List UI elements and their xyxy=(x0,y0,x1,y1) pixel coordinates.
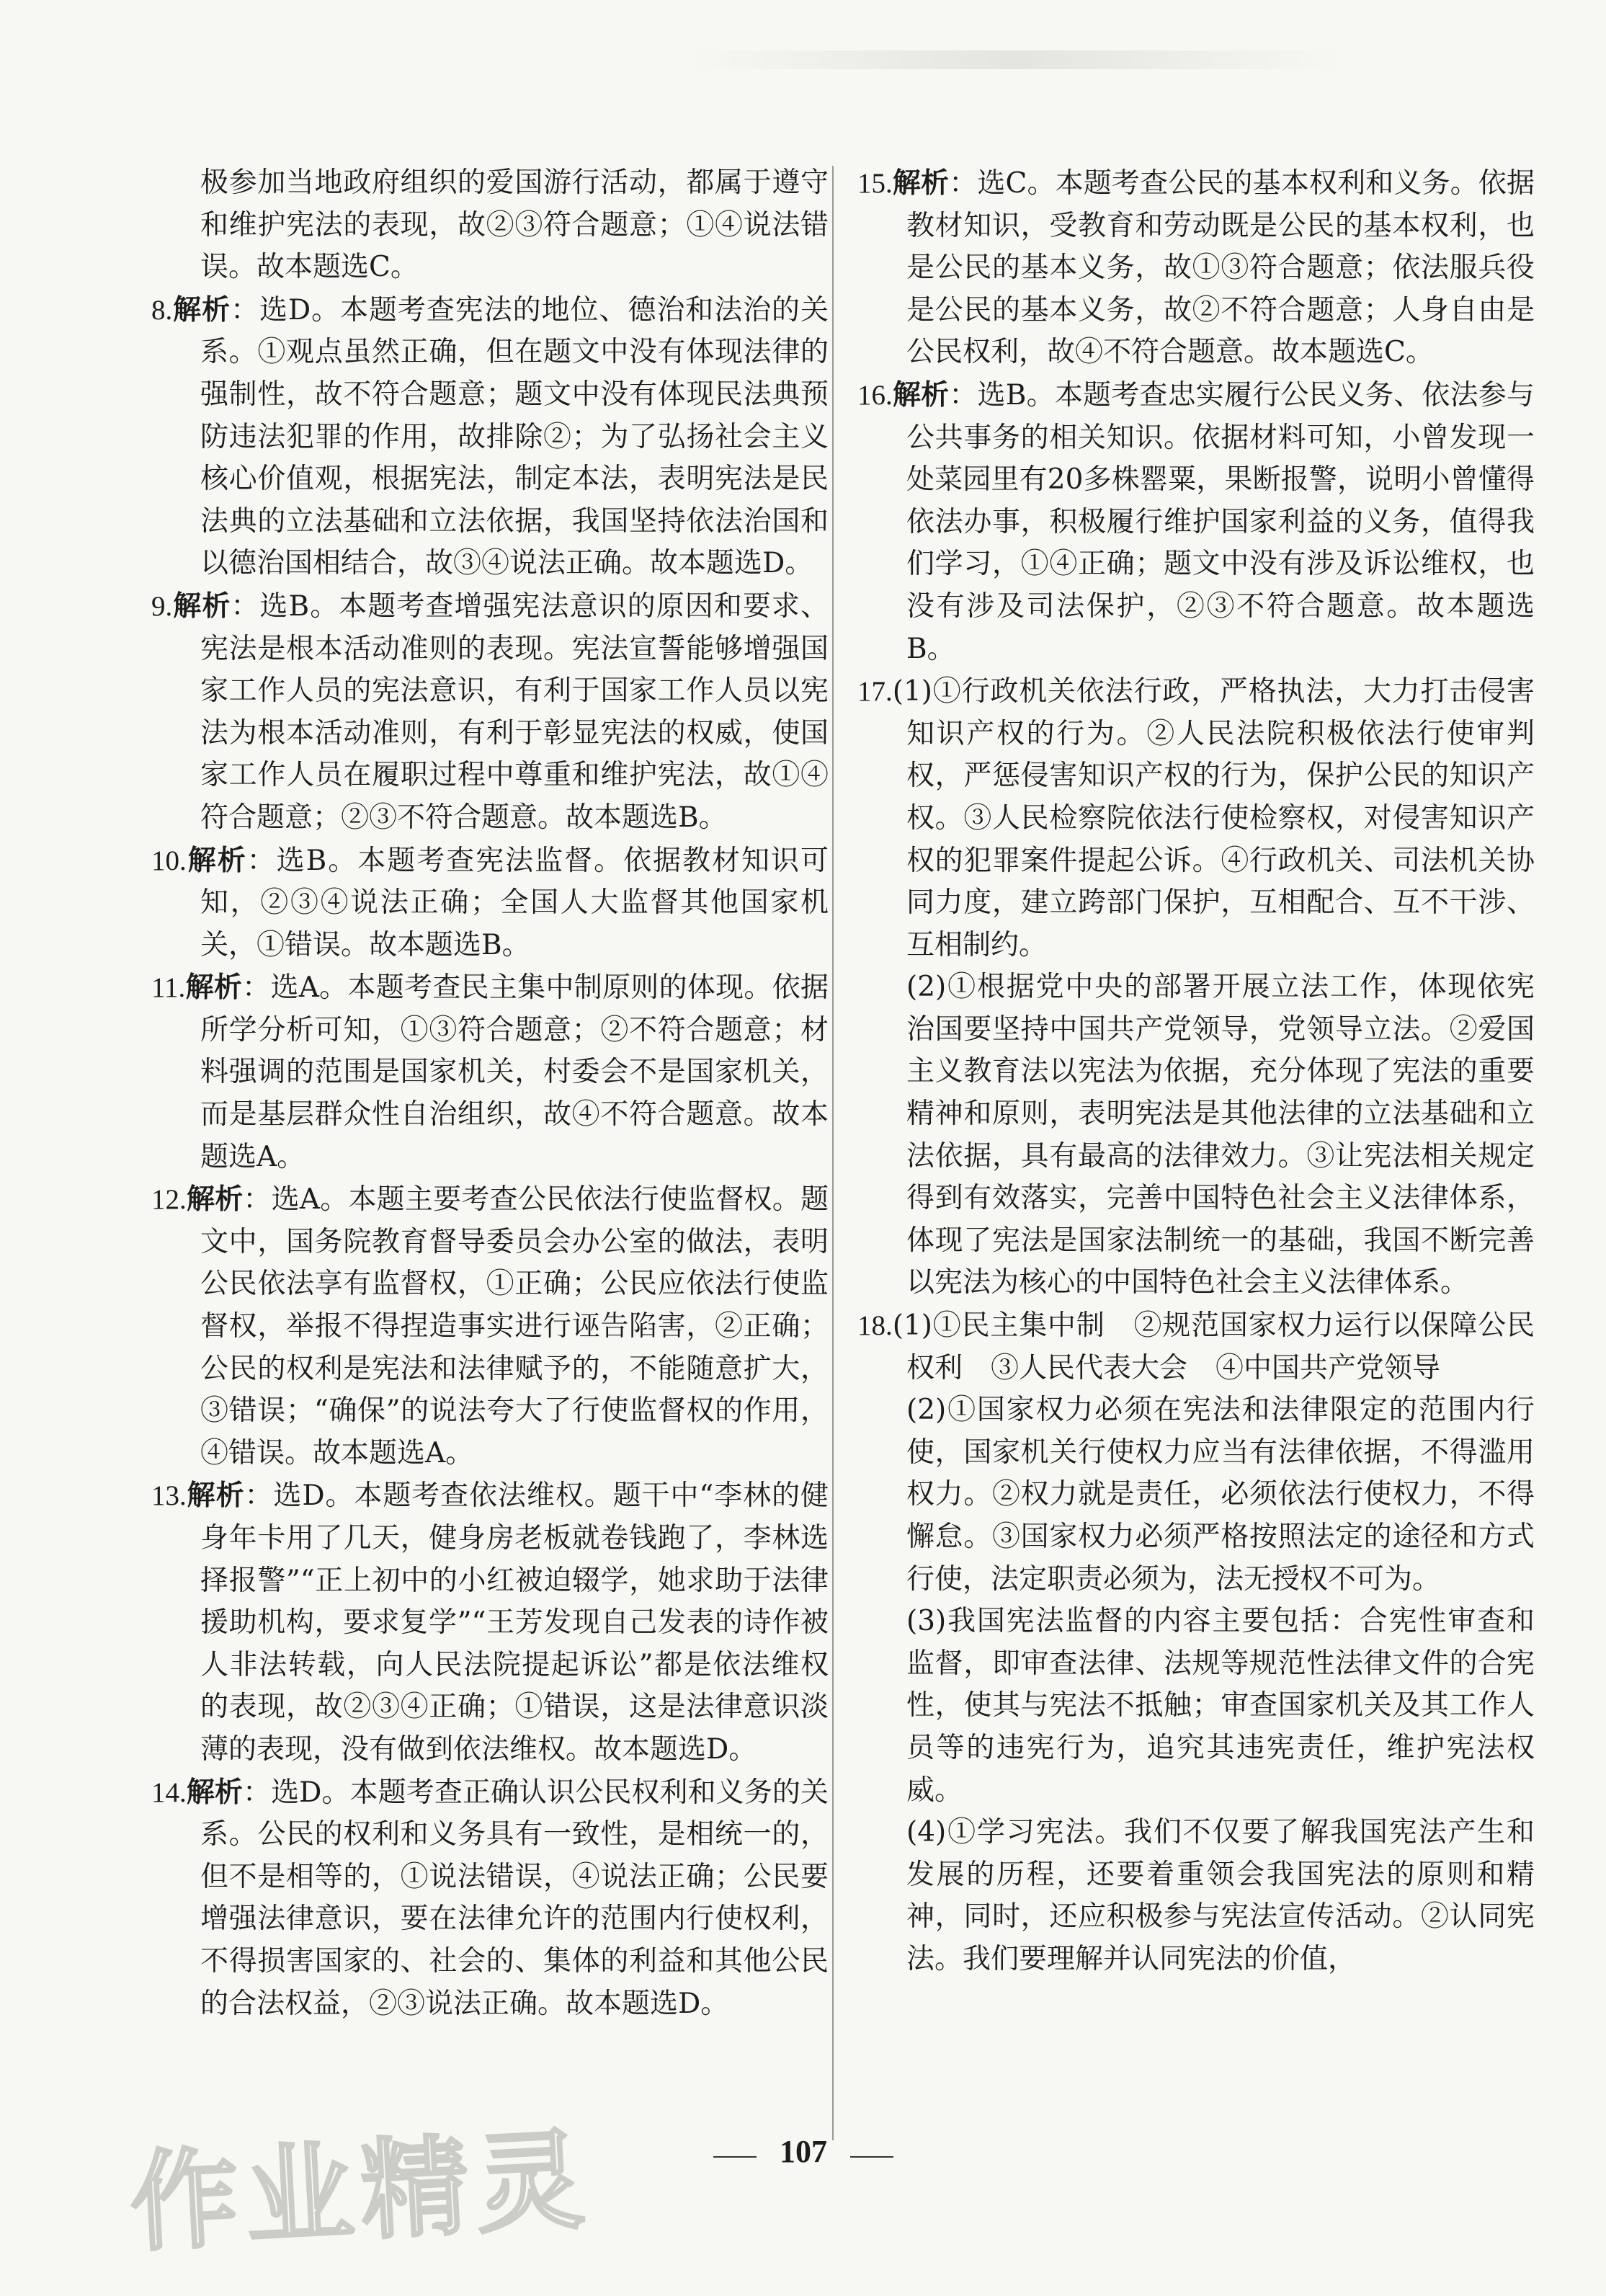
answer-item-8: 8.解析：选D。本题考查宪法的地位、德治和法治的关系。①观点虽然正确，但在题文中没有体现法律的强制性，故不符合题意；题文中没有体现民法典预防违法犯罪的作用，故排除②；为了弘扬社会主义核心价值观，根据宪法，制定本法，表明宪法是民法典的立法基础和立法依据，我国坚持依法治国和以德治国相结合，故③④说法正确。故本题选D。 xyxy=(151,293,829,580)
watermark-logo: 作业精灵 xyxy=(127,2117,594,2267)
answer-item-18-part-3: (3)我国宪法监督的内容主要包括：合宪性审查和监督，即审查法律、法规等规范性法律文件的合宪性，使其与宪法不抵触；审查国家机关及其工作人员等的违宪行为，追究其违宪责任，维护宪法权威。 xyxy=(906,1605,1535,1807)
column-divider xyxy=(832,166,834,2140)
answer-item-18-part-2: (2)①国家权力必须在宪法和法律限定的范围内行使，国家机关行使权力应当有法律依据，不得滥用权力。②权力就是责任，必须依法行使权力，不得懈怠。③国家权力必须严格按照法定的途径和方式行使，法定职责必须为，法无授权不可为。 xyxy=(906,1394,1535,1596)
answer-item-17-part-2: (2)①根据党中央的部署开展立法工作，体现依宪治国要坚持中国共产党领导，党领导立法。②爱国主义教育法以宪法为依据，充分体现了宪法的重要精神和原则，表明宪法是其他法律的立法基础和立法依据，具有最高的法律效力。③让宪法相关规定得到有效落实，完善中国特色社会主义法律体系，体现了宪法是国家法制统一的基础，我国不断完善以宪法为核心的中国特色社会主义法律体系。 xyxy=(906,971,1535,1299)
footer-dash-right xyxy=(850,2156,893,2158)
paragraph: 极参加当地政府组织的爱国游行活动，都属于遵守和维护宪法的表现，故②③符合题意；①④说法错误。故本题选C。 xyxy=(200,166,829,284)
page-number: 107 xyxy=(780,2134,827,2169)
answer-item-16: 16.解析：选B。本题考查忠实履行公民义务、依法参与公共事务的相关知识。依据材料可知，小曾发现一处菜园里有20多株罂粟，果断报警，说明小曾懂得依法办事，积极履行维护国家利益的义务，值得我们学习，①④正确；题文中没有涉及诉讼维权，也没有涉及司法保护，②③不符合题意。故本题选B。 xyxy=(857,378,1535,665)
answer-item-14: 14.解析：选D。本题考查正确认识公民权利和义务的关系。公民的权利和义务具有一致性，是相统一的，但不是相等的，①说法错误，④说法正确；公民要增强法律意识，要在法律允许的范围内行使权利，不得损害国家的、社会的、集体的利益和其他公民的合法权益，②③说法正确。故本题选D。 xyxy=(151,1775,829,2020)
top-decorative-band xyxy=(692,50,1340,69)
answer-item-11: 11.解析：选A。本题考查民主集中制原则的体现。依据所学分析可知，①③符合题意；②不符合题意；材料强调的范围是国家机关，村委会不是国家机关，而是基层群众性自治组织，故④不符合题意。故本题选A。 xyxy=(151,971,829,1173)
answer-item-9: 9.解析：选B。本题考查增强宪法意识的原因和要求、宪法是根本活动准则的表现。宪法宣誓能够增强国家工作人员的宪法意识，有利于国家工作人员以宪法为根本活动准则，有利于彰显宪法的权威，使国家工作人员在履职过程中尊重和维护宪法，故①④符合题意；②③不符合题意。故本题选B。 xyxy=(151,589,829,834)
answer-item-12: 12.解析：选A。本题主要考查公民依法行使监督权。题文中，国务院教育督导委员会办公室的做法，表明公民依法享有监督权，①正确；公民应依法行使监督权，举报不得捏造事实进行诬告陷害，②正确；公民的权利是宪法和法律赋予的，不能随意扩大，③错误；“确保”的说法夸大了行使监督权的作用，④错误。故本题选A。 xyxy=(151,1183,829,1469)
answer-item-18: 18.(1)①民主集中制 ②规范国家权力运行以保障公民权利 ③人民代表大会 ④中国共产党领导 xyxy=(857,1309,1535,1384)
right-column xyxy=(857,162,1535,1981)
answer-item-17: 17.(1)①行政机关依法行政，严格执法，大力打击侵害知识产权的行为。②人民法院积极依法行使审判权，严惩侵害知识产权的行为，保护公民的知识产权。③人民检察院依法行使检察权，对侵害知识产权的犯罪案件提起公诉。④行政机关、司法机关协同力度，建立跨部门保护，互相配合、互不干涉、互相制约。 xyxy=(857,675,1535,961)
answer-item-15: 15.解析：选C。本题考查公民的基本权利和义务。依据教材知识，受教育和劳动既是公民的基本权利，也是公民的基本义务，故①③符合题意；依法服兵役是公民的基本义务，故②不符合题意；人身自由是公民权利，故④不符合题意。故本题选C。 xyxy=(857,166,1535,369)
footer-dash-left xyxy=(713,2156,757,2158)
answer-item-13: 13.解析：选D。本题考查依法维权。题干中“李林的健身年卡用了几天，健身房老板就卷钱跑了，李林选择报警”“正上初中的小红被迫辍学，她求助于法律援助机构，要求复学”“王芳发现自己发表的诗作被人非法转载，向人民法院提起诉讼”都是依法维权的表现，故②③④正确；①错误，这是法律意识淡薄的表现，没有做到依法维权。故本题选D。 xyxy=(151,1479,829,1766)
answer-item-18-part-4: (4)①学习宪法。我们不仅要了解我国宪法产生和发展的历程，还要着重领会我国宪法的原则和精神，同时，还应积极参与宪法宣传活动。②认同宪法。我们要理解并认同宪法的价值， xyxy=(906,1816,1535,1975)
answer-item-10: 10.解析：选B。本题考查宪法监督。依据教材知识可知，②③④说法正确；全国人大监督其他国家机关，①错误。故本题选B。 xyxy=(151,843,829,961)
left-column xyxy=(151,162,829,2025)
